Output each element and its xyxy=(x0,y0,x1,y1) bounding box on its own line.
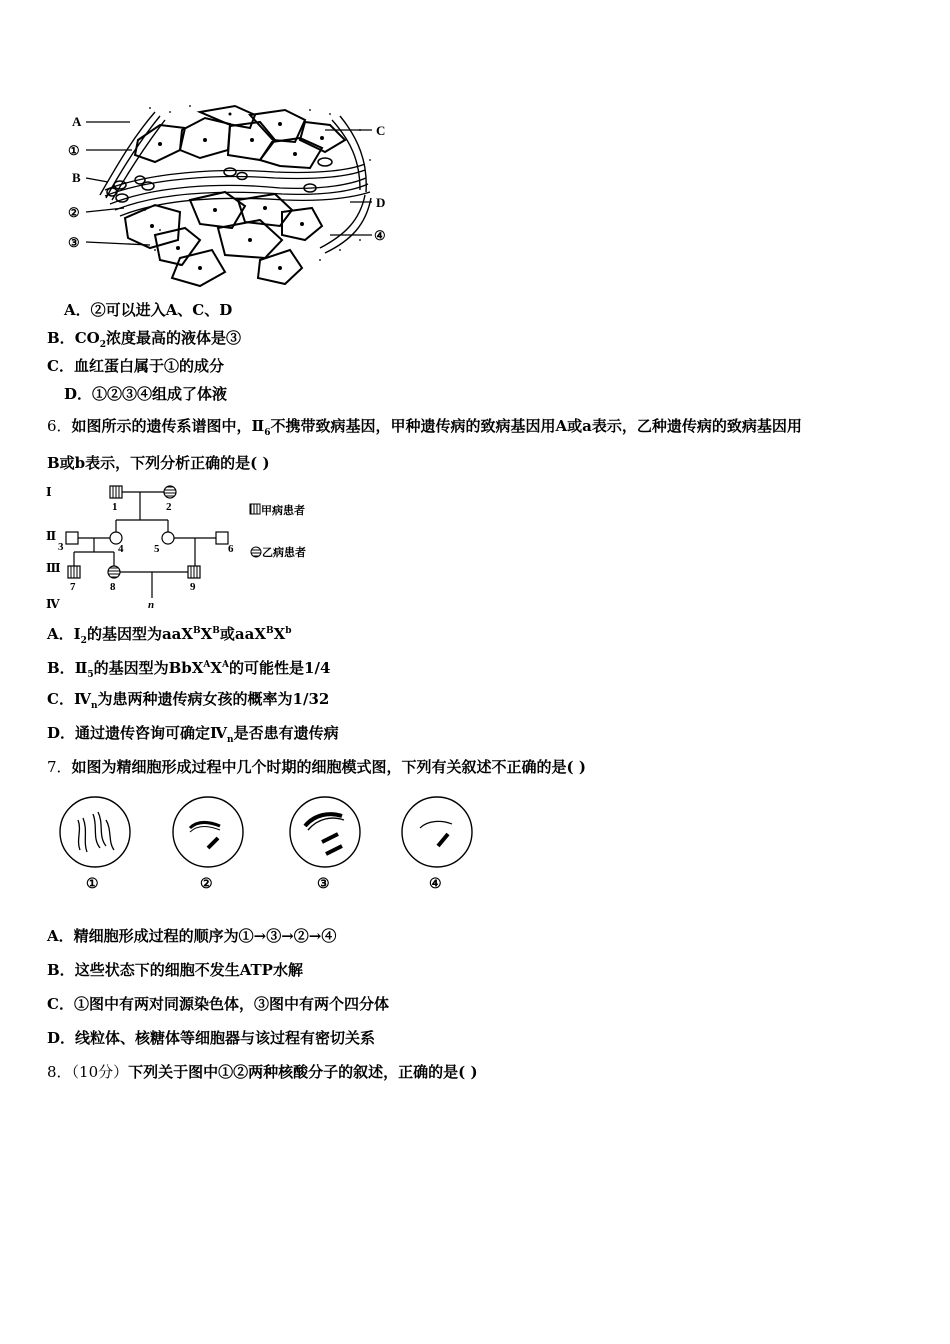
q6-b-sup1: A xyxy=(203,660,211,670)
q5-option-d-text: ①②③④组成了体液 xyxy=(92,385,228,403)
q6-option-b xyxy=(47,655,330,685)
q6-option-a xyxy=(47,621,292,651)
legend-b-label: 乙病患者 xyxy=(262,547,306,559)
q6-option-d xyxy=(47,723,339,750)
q6-option-b-letter: B． xyxy=(47,659,75,677)
pedigree-num-8: 8 xyxy=(110,581,116,593)
pedigree-num-4: 4 xyxy=(118,543,124,555)
q6-stem-b: 不携带致病基因，甲种遗传病的致病基因用A或a表示，乙种遗传病的致病基因用 xyxy=(270,417,802,435)
q6-number: 6． xyxy=(47,417,72,435)
q8-score: （10分） xyxy=(71,1063,129,1081)
pedigree-num-3: 3 xyxy=(58,541,64,553)
q5-option-c-letter: C． xyxy=(47,357,74,375)
pedigree-ind-1 xyxy=(110,486,122,498)
pedigree-ind-9 xyxy=(188,566,200,578)
q6-b-roman: Ⅱ xyxy=(74,659,88,677)
cell-label-1: ① xyxy=(86,877,99,892)
pedigree-figure xyxy=(40,480,340,615)
q6-option-a-letter: A． xyxy=(47,625,74,643)
q7-option-c-letter: C． xyxy=(47,995,74,1013)
q6-a-sup1: B xyxy=(193,626,201,636)
q7-option-d xyxy=(47,1028,375,1048)
tissue-label-A: A xyxy=(72,114,82,129)
q5-option-b-letter: B． xyxy=(47,329,75,347)
cell-label-2: ② xyxy=(200,877,213,892)
pedigree-num-n: n xyxy=(148,599,155,611)
legend-a-label: 甲病患者 xyxy=(261,505,305,517)
q6-a-sub: 2 xyxy=(80,636,87,646)
q5-option-b-sub: 2 xyxy=(99,340,106,350)
tissue-figure xyxy=(60,100,400,290)
tissue-label-2: ② xyxy=(68,205,80,220)
q5-option-d-letter: D． xyxy=(64,385,93,403)
q5-option-a-text: ②可以进入A、C、D xyxy=(90,301,233,319)
cell-figure xyxy=(50,790,490,895)
gen-label-2: Ⅱ xyxy=(46,529,57,543)
q5-option-b-post: 浓度最高的液体是③ xyxy=(105,329,241,347)
q6-a-t2: X xyxy=(200,625,213,643)
q6-d-t2: 是否患有遗传病 xyxy=(233,724,339,742)
pedigree-ind-2 xyxy=(164,486,176,498)
gen-label-4: Ⅳ xyxy=(46,597,60,611)
pedigree-ind-7 xyxy=(68,566,80,578)
pedigree-num-5: 5 xyxy=(154,543,160,555)
q7-option-b-letter: B． xyxy=(47,961,75,979)
q6-d-sub: n xyxy=(227,735,234,745)
q7-number: 7． xyxy=(47,758,72,776)
q7-option-c xyxy=(47,994,389,1014)
q5-option-d xyxy=(64,384,227,404)
pedigree-ind-6 xyxy=(216,532,228,544)
q7-option-d-letter: D． xyxy=(47,1029,76,1047)
cell-2-outline xyxy=(173,797,243,867)
pedigree-num-7: 7 xyxy=(70,581,76,593)
q6-c-sub: n xyxy=(90,701,98,711)
pedigree-ind-5 xyxy=(162,532,174,544)
q6-a-sup3: B xyxy=(265,626,274,636)
q6-a-t1: 的基因型为aaX xyxy=(86,625,194,643)
pedigree-ind-3 xyxy=(66,532,78,544)
q8-stem-text: 下列关于图中①②两种核酸分子的叙述，正确的是( ) xyxy=(128,1063,478,1081)
q6-b-t2: X xyxy=(210,659,223,677)
q6-stem-sub: 6 xyxy=(264,428,271,438)
q6-a-t3: 或aaX xyxy=(219,625,266,643)
tissue-label-B: B xyxy=(72,170,81,185)
q5-option-c-text: 血红蛋白属于①的成分 xyxy=(73,357,224,375)
cell-4-outline xyxy=(402,797,472,867)
q6-option-d-letter: D． xyxy=(47,724,76,742)
tissue-label-4: ④ xyxy=(374,228,386,243)
q5-option-b xyxy=(47,328,241,355)
cell-label-4: ④ xyxy=(429,877,442,892)
pedigree-num-9: 9 xyxy=(190,581,196,593)
q8-number: 8． xyxy=(47,1063,72,1081)
pedigree-num-6: 6 xyxy=(228,543,234,555)
legend-a-symbol xyxy=(250,504,260,514)
tissue-label-C: C xyxy=(376,123,386,138)
q6-option-c xyxy=(47,689,329,716)
pedigree-ind-8 xyxy=(108,566,120,578)
q6-a-roman: Ⅰ xyxy=(73,625,81,643)
pedigree-num-2: 2 xyxy=(166,501,172,513)
tissue-label-D: D xyxy=(376,195,386,210)
q7-option-a xyxy=(47,926,336,946)
q5-option-a-letter: A． xyxy=(64,301,91,319)
q6-stem-line2: B或b表示，下列分析正确的是( ) xyxy=(47,454,270,472)
gen-label-1: Ⅰ xyxy=(46,485,52,499)
q5-option-b-pre: CO xyxy=(74,329,100,347)
cell-label-3: ③ xyxy=(317,877,330,892)
q6-option-c-letter: C． xyxy=(47,690,74,708)
q6-b-sub: 5 xyxy=(87,670,94,680)
q7-stem-text: 如图为精细胞形成过程中几个时期的细胞模式图，下列有关叙述不正确的是( ) xyxy=(71,758,586,776)
pedigree-num-1: 1 xyxy=(112,501,118,513)
q8-stem xyxy=(47,1062,478,1082)
q6-c-roman: Ⅳ xyxy=(73,690,91,708)
q7-option-c-text: ①图中有两对同源染色体，③图中有两个四分体 xyxy=(73,995,389,1013)
q6-b-sup2: A xyxy=(222,660,230,670)
q7-stem xyxy=(47,757,586,777)
q6-b-t1: 的基因型为BbX xyxy=(93,659,204,677)
cell-3-outline xyxy=(290,797,360,867)
legend-b-symbol xyxy=(251,547,261,557)
tissue-label-3: ③ xyxy=(68,235,80,250)
q7-option-d-text: 线粒体、核糖体等细胞器与该过程有密切关系 xyxy=(75,1029,376,1047)
q6-d-t1: 通过遗传咨询可确定Ⅳ xyxy=(75,724,228,742)
q6-a-t4: X xyxy=(273,625,286,643)
tissue-label-1: ① xyxy=(68,143,80,158)
q6-stem-a: 如图所示的遗传系谱图中，Ⅱ xyxy=(71,417,265,435)
q6-b-t3: 的可能性是1/4 xyxy=(229,659,331,677)
q7-option-b xyxy=(47,960,303,980)
q6-stem-line1 xyxy=(47,416,802,443)
q7-option-b-text: 这些状态下的细胞不发生ATP水解 xyxy=(74,961,303,979)
gen-label-3: Ⅲ xyxy=(46,561,61,575)
q7-option-a-letter: A． xyxy=(47,927,74,945)
q6-a-sup2: B xyxy=(212,626,220,636)
q6-a-sup4: b xyxy=(285,626,292,636)
q5-option-c xyxy=(47,356,224,376)
q6-c-t1: 为患两种遗传病女孩的概率为1/32 xyxy=(97,690,330,708)
q7-option-a-text: 精细胞形成过程的顺序为①→③→②→④ xyxy=(73,927,337,945)
q5-option-a xyxy=(64,300,232,320)
